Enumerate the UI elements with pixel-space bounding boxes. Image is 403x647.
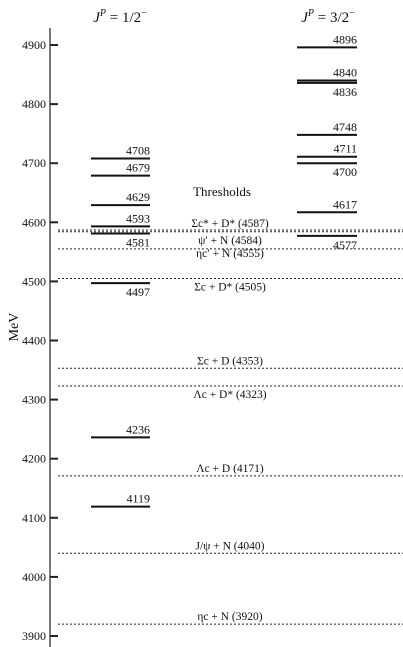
y-tick-label-4800: 4800 <box>22 97 46 112</box>
threshold-lines <box>58 218 403 624</box>
level-half-label-4581: 4581 <box>126 235 150 250</box>
y-tick-label-4500: 4500 <box>22 274 46 289</box>
threshold-label-4171: Λc + D (4171) <box>196 462 264 475</box>
level-three-half-label-4577: 4577 <box>333 237 357 252</box>
threshold-label-4323: Λc + D* (4323) <box>193 389 267 402</box>
y-tick-label-4700: 4700 <box>22 156 46 171</box>
level-half-label-4497: 4497 <box>126 285 150 300</box>
threshold-label-4040: J/ψ + N (4040) <box>195 540 265 553</box>
y-tick-label-4000: 4000 <box>22 569 46 584</box>
level-three-half-label-4617: 4617 <box>333 197 357 212</box>
level-half-label-4629: 4629 <box>126 190 150 205</box>
threshold-label-4505: Σc + D* (4505) <box>194 281 266 294</box>
y-tick-label-4400: 4400 <box>22 333 46 348</box>
y-tick-label-3900: 3900 <box>22 629 46 643</box>
y-axis-label: MeV <box>7 312 22 342</box>
level-three-half-label-4700: 4700 <box>333 165 357 180</box>
y-tick-label-4100: 4100 <box>22 510 46 525</box>
y-tick-label-4600: 4600 <box>22 215 46 230</box>
y-axis-ticks <box>22 38 58 643</box>
level-three-half-label-4840: 4840 <box>333 65 357 80</box>
level-half-label-4708: 4708 <box>126 143 150 158</box>
column-header-half: $J^P = 1/2^-$ <box>93 8 147 26</box>
threshold-label-4353: Σc + D (4353) <box>197 355 263 368</box>
threshold-label-4555: ηc′ + N (4555) <box>196 247 264 260</box>
level-half-label-4679: 4679 <box>126 160 150 175</box>
energy-levels <box>91 32 357 506</box>
thresholds-heading: Thresholds <box>193 184 251 199</box>
threshold-label-3920: ηc + N (3920) <box>197 611 263 624</box>
level-half-label-4593: 4593 <box>126 211 150 226</box>
level-three-half-label-4836: 4836 <box>333 84 357 99</box>
y-tick-label-4200: 4200 <box>22 451 46 466</box>
threshold-label-4587: Σc* + D* (4587) <box>191 217 269 230</box>
threshold-label-4584: ψ′ + N (4584) <box>198 234 262 247</box>
y-tick-label-4900: 4900 <box>22 38 46 52</box>
level-three-half-label-4748: 4748 <box>333 119 357 134</box>
level-three-half-label-4896: 4896 <box>333 32 357 47</box>
y-tick-label-4300: 4300 <box>22 392 46 407</box>
level-half-label-4119: 4119 <box>126 491 150 506</box>
level-half-label-4236: 4236 <box>126 422 150 437</box>
column-header-three-half: $J^P = 3/2^-$ <box>301 8 355 26</box>
level-three-half-label-4711: 4711 <box>333 141 357 156</box>
